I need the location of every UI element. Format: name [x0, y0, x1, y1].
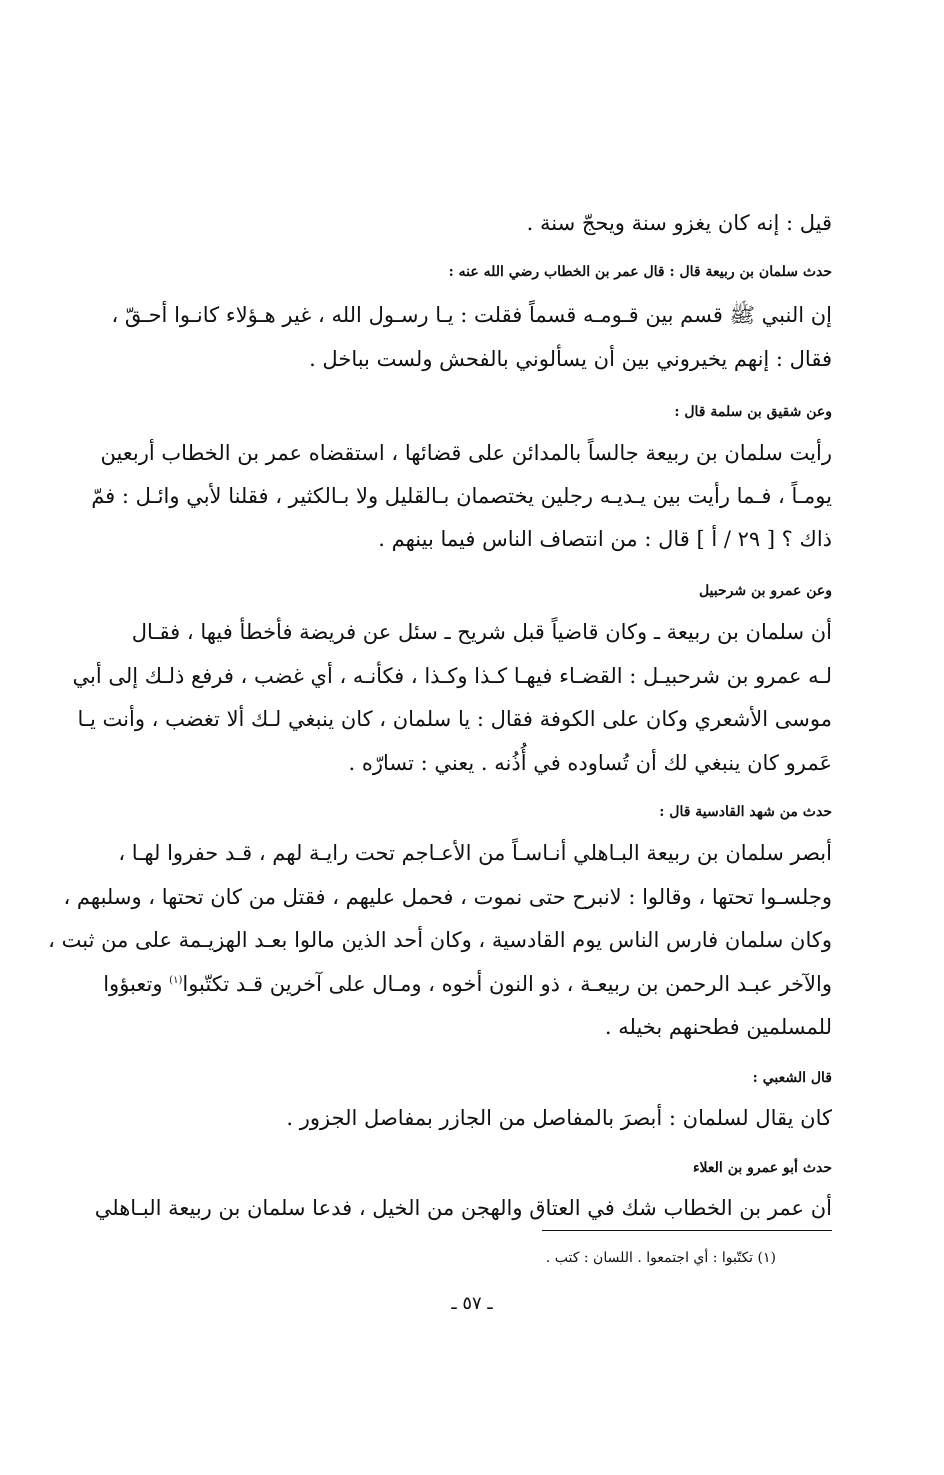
text-line: فقال : إنهم يخيروني بين أن يسألوني بالفحش ولست بباخل .: [309, 347, 832, 371]
text-line: أبصر سلمان بن ربيعة البـاهلي أنـاسـاً من الأعـاجم تحت رايـة لهم ، قـد حفروا لهـا ،: [118, 841, 832, 865]
text-line: أن سلمان بن ربيعة ـ وكان قاضياً قبل شريح ـ سئل عن فريضة فأخطأ فيها ، فقـال: [131, 620, 832, 644]
text-line: وجلسـوا تحتها ، وقالوا : لانبرح حتى نموت ، فحمل عليهم ، فقتل من كان تحتها ، وسلبهم ،: [63, 885, 832, 909]
footnote-divider: [542, 1230, 832, 1231]
text-line: للمسلمين فطحنهم بخيله .: [604, 1015, 832, 1039]
page-number: ـ ٥٧ ـ: [451, 1293, 493, 1314]
section-heading: وعن عمرو بن شرحبيل: [698, 583, 832, 599]
text-line: وكان سلمان فارس الناس يوم القادسية ، وكان أحد الذين مالوا بعـد الهزيـمة على من ثبت ،: [48, 928, 832, 952]
footnote: (١) تكتّبوا : أي اجتمعوا . اللسان : كتب .: [545, 1250, 776, 1266]
text-line: والآخر عبـد الرحمن بن ربيعـة ، ذو النون أخوه ، ومـال على آخرين قـد تكتّبوا$^{(١)}$ وتعبؤوا: [103, 972, 832, 996]
text-line: عَمرو كان ينبغي لك أن تُساوده في أُذُنه . يعني : تسارّه .: [348, 751, 832, 775]
footnote-marker: (١): [169, 975, 183, 986]
text-line: إن النبي ﷺ قسم بين قـومـه قسماً فقلت : يـا رسـول الله ، غير هـؤلاء كانـوا أحـقّ ،: [111, 303, 832, 327]
text-line: يومـاً ، فـما رأيت بين يـديـه رجلين يختصمان بـالقليل ولا بـالكثير ، فقلنا لأبي وائـل : فمّ: [91, 484, 832, 508]
text-line: موسى الأشعري وكان على الكوفة فقال : يا سلمان ، كان ينبغي لـك ألا تغضب ، وأنت يـا: [77, 707, 832, 731]
section-heading: حدث من شهد القادسية قال :: [659, 804, 832, 820]
text-line: لـه عمرو بن شرحبيـل : القضـاء فيهـا كـذا وكـذا ، فكأنـه ، أي غضب ، فرفع ذلـك إلى أبي: [72, 664, 832, 688]
text-line: رأيت سلمان بن ربيعة جالساً بالمدائن على قضائها ، استقضاه عمر بن الخطاب أربعين: [100, 441, 832, 465]
text-line: ذاك ؟ [ ٢٩ / أ ] قال : من انتصاف الناس فيما بينهم .: [378, 527, 832, 551]
section-heading: حدث سلمان بن ربيعة قال : قال عمر بن الخطاب رضي الله عنه :: [448, 264, 832, 280]
text-line: أن عمر بن الخطاب شك في العتاق والهجن من الخيل ، فدعا سلمان بن ربيعة البـاهلي: [94, 1196, 832, 1220]
text-line: قيل : إنه كان يغزو سنة ويحجّ سنة .: [526, 211, 832, 235]
section-heading: حدث أبو عمرو بن العلاء: [692, 1160, 832, 1176]
section-heading: وعن شقيق بن سلمة قال :: [674, 404, 832, 420]
section-heading: قال الشعبي :: [752, 1070, 832, 1086]
text-line: كان يقال لسلمان : أبصرَ بالمفاصل من الجازر بمفاصل الجزور .: [286, 1106, 832, 1130]
